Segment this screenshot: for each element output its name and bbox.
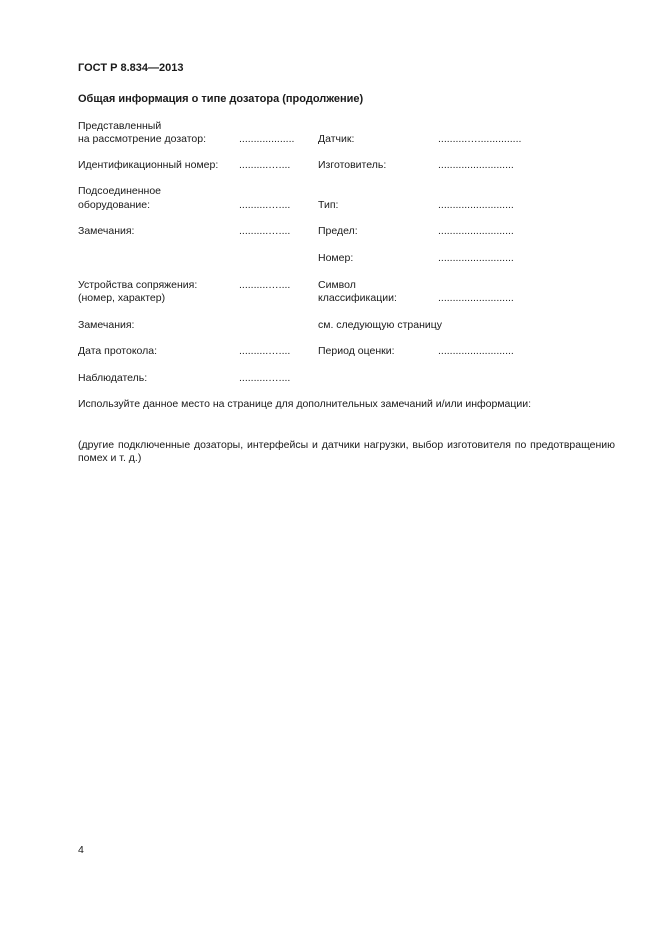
document-code: ГОСТ Р 8.834—2013 bbox=[78, 62, 184, 74]
label-submitted-line1: Представленный bbox=[78, 120, 162, 132]
label-observer: Наблюдатель: bbox=[78, 372, 148, 384]
blank-connected: ..........….... bbox=[239, 199, 291, 211]
label-report-date: Дата протокола: bbox=[78, 345, 158, 357]
label-class-line1: Символ bbox=[318, 279, 356, 291]
blank-submitted: ................... bbox=[239, 133, 295, 145]
label-connected-line2: оборудование: bbox=[78, 199, 151, 211]
note-space-instruction: Используйте данное место на странице для дополнительных замечаний и/или информации: bbox=[78, 398, 532, 410]
label-connected-line1: Подсоединенное bbox=[78, 185, 162, 197]
label-limit: Предел: bbox=[318, 225, 358, 237]
label-submitted-line2: на рассмотрение дозатор: bbox=[78, 133, 207, 145]
page-number: 4 bbox=[78, 844, 84, 856]
note-text: (другие подключенные дозаторы, интерфейсы и датчики нагрузки, выбор изготовителя по предотвращению помех и т. д.) bbox=[78, 439, 615, 464]
label-interfaces-line1: Устройства сопряжения: bbox=[78, 279, 198, 291]
label-type: Тип: bbox=[318, 199, 339, 211]
blank-interfaces: ..........….... bbox=[239, 279, 291, 291]
blank-limit: .......................... bbox=[438, 225, 514, 237]
label-id-number: Идентификационный номер: bbox=[78, 159, 219, 171]
label-sensor: Датчик: bbox=[318, 133, 355, 145]
label-eval-period: Период оценки: bbox=[318, 345, 395, 357]
blank-manufacturer: .......................... bbox=[438, 159, 514, 171]
blank-report-date: ..........….... bbox=[239, 345, 291, 357]
label-interfaces-line2: (номер, характер) bbox=[78, 292, 166, 304]
blank-id-number: ..........….... bbox=[239, 159, 291, 171]
section-title: Общая информация о типе дозатора (продолжение) bbox=[78, 93, 364, 105]
blank-number: .......................... bbox=[438, 252, 514, 264]
blank-observer: ..........….... bbox=[239, 372, 291, 384]
label-manufacturer: Изготовитель: bbox=[318, 159, 387, 171]
see-next-page: см. следующую страницу bbox=[318, 319, 443, 331]
label-remarks-2: Замечания: bbox=[78, 319, 135, 331]
label-class-line2: классификации: bbox=[318, 292, 397, 304]
label-number: Номер: bbox=[318, 252, 354, 264]
blank-class: .......................... bbox=[438, 292, 514, 304]
blank-eval-period: .......................... bbox=[438, 345, 514, 357]
blank-type: .......................... bbox=[438, 199, 514, 211]
blank-sensor: ..........…............... bbox=[438, 133, 522, 145]
blank-remarks-1: ..........….... bbox=[239, 225, 291, 237]
label-remarks-1: Замечания: bbox=[78, 225, 135, 237]
